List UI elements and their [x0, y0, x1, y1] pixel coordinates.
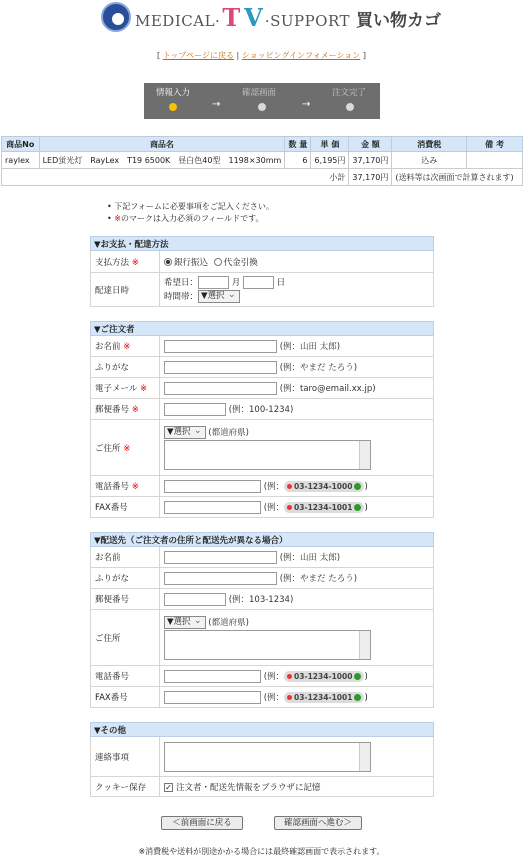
time-select[interactable]: ▼選択 ⌄ — [198, 290, 240, 303]
cookie-checkbox[interactable]: ✓ — [165, 782, 172, 792]
payment-section — [90, 236, 434, 307]
cod-radio[interactable] — [214, 258, 222, 266]
zip-example: (例：100-1234) — [228, 404, 294, 415]
phone-call-icon — [354, 483, 361, 490]
month-input[interactable] — [198, 276, 229, 289]
step-arrow-icon: → — [302, 99, 311, 110]
hope-date-label: 希望日： — [164, 278, 199, 288]
fax-input[interactable] — [164, 501, 261, 514]
phone-call-icon — [354, 694, 361, 701]
step-1-label: 情報入力 — [156, 88, 191, 98]
form-notes — [107, 201, 274, 225]
note-text: のマークは入力必須のフィールドです。 — [120, 214, 264, 223]
logo-tv-v: V — [244, 3, 263, 32]
cell-tax: 込み — [392, 152, 467, 169]
ship-zip-example: (例：103-1234) — [228, 594, 294, 605]
step-3-label: 注文完了 — [332, 88, 367, 98]
logo-text-medical: MEDICAL· — [135, 12, 221, 30]
site-logo — [135, 3, 441, 31]
orderer-section — [90, 321, 434, 518]
link-separator: | — [236, 51, 240, 60]
col-qty: 数 量 — [285, 137, 311, 152]
shipping-section-title: ▼配送先（ご注文者の住所と配送先が異なる場合） — [91, 533, 434, 547]
tel-example-open: (例： — [263, 481, 285, 492]
ship-kana-input[interactable] — [164, 572, 277, 585]
other-section-title: ▼その他 — [91, 723, 434, 737]
subtotal-label: 小計 — [2, 169, 349, 186]
cell-product-name: LED蛍光灯 RayLex T19 6500K 昼白色40型 1198×30mm — [39, 152, 285, 169]
phone-call-icon — [354, 673, 361, 680]
day-unit: 日 — [276, 278, 286, 288]
back-button[interactable]: ＜前画面に戻る — [161, 816, 243, 830]
tel-input[interactable] — [164, 480, 261, 493]
step-arrow-icon: → — [212, 99, 221, 110]
logo-text-support: ·SUPPORT — [264, 12, 351, 30]
kana-label: ふりがな — [91, 357, 160, 378]
cell-unit-price: 6,195円 — [311, 152, 349, 169]
bracket-open: [ — [157, 51, 161, 60]
ship-name-label: お名前 — [91, 547, 160, 568]
phone-flag-icon — [287, 695, 292, 700]
zip-label: 郵便番号 ※ — [91, 399, 160, 420]
cart-table — [1, 136, 523, 186]
bracket-close: ] — [362, 51, 366, 60]
ship-kana-example: (例：やまだ たろう) — [279, 573, 358, 584]
logo-seal-icon — [101, 2, 131, 32]
address-label: ご住所 ※ — [91, 420, 160, 476]
footer-note: ※消費税や送料が別途かかる場合には最終確認画面で表示されます。 — [138, 847, 385, 856]
phone-flag-icon — [287, 674, 292, 679]
ex-close: ) — [364, 671, 368, 682]
ship-name-input[interactable] — [164, 551, 277, 564]
cell-product-no: raylex — [2, 152, 40, 169]
top-page-link[interactable]: トップページに戻る — [162, 51, 234, 60]
email-label: 電子メール ※ — [91, 378, 160, 399]
step-3-dot-icon — [346, 103, 354, 111]
ship-fax-input[interactable] — [164, 691, 261, 704]
email-input[interactable] — [164, 382, 277, 395]
table-row — [2, 152, 523, 169]
fax-example-open: (例： — [263, 502, 285, 513]
zip-input[interactable] — [164, 403, 226, 416]
ship-fax-example-badge: 03-1234-1001 — [284, 692, 364, 703]
kana-example: (例：やまだ たろう) — [279, 362, 358, 373]
ex-close: ) — [364, 502, 368, 513]
ship-name-example: (例：山田 太郎) — [279, 552, 341, 563]
phone-flag-icon — [287, 505, 292, 510]
bank-transfer-radio[interactable] — [164, 258, 172, 266]
ship-tel-input[interactable] — [164, 670, 261, 683]
step-2-dot-icon — [258, 103, 266, 111]
ship-zip-label: 郵便番号 — [91, 589, 160, 610]
ship-address-label: ご住所 — [91, 610, 160, 666]
next-button[interactable]: 確認画面へ進む＞ — [274, 816, 362, 830]
orderer-section-title: ▼ご注文者 — [91, 322, 434, 336]
payment-section-title: ▼お支払・配達方法 — [91, 237, 434, 251]
ship-tel-label: 電話番号 — [91, 666, 160, 687]
cell-note — [467, 152, 523, 169]
ship-fax-label: FAX番号 — [91, 687, 160, 708]
ship-address-textarea[interactable] — [164, 630, 371, 660]
delivery-date-fields — [160, 273, 434, 307]
cell-amount: 37,170円 — [349, 152, 392, 169]
col-product-no: 商品No — [2, 137, 40, 152]
step-2-label: 確認画面 — [242, 88, 277, 98]
ship-tel-example-open: (例： — [263, 671, 285, 682]
subtotal-value: 37,170円 — [349, 169, 392, 186]
col-amount: 金 額 — [349, 137, 392, 152]
fax-example-badge: 03-1234-1001 — [284, 502, 364, 513]
ex-close: ) — [364, 481, 368, 492]
col-product-name: 商品名 — [39, 137, 285, 152]
day-input[interactable] — [243, 276, 274, 289]
other-section — [90, 722, 434, 797]
contact-textarea[interactable] — [164, 742, 371, 772]
name-input[interactable] — [164, 340, 277, 353]
payment-method-options — [160, 251, 434, 273]
ship-kana-label: ふりがな — [91, 568, 160, 589]
kana-input[interactable] — [164, 361, 277, 374]
progress-steps — [144, 83, 380, 119]
tel-label: 電話番号 ※ — [91, 476, 160, 497]
cookie-label: クッキー保存 — [91, 777, 160, 797]
col-unit-price: 単 価 — [311, 137, 349, 152]
ship-fax-example-open: (例： — [263, 692, 285, 703]
step-1-dot-icon — [169, 103, 177, 111]
required-mark: ※ — [114, 214, 121, 223]
page-title: 買い物カゴ — [356, 11, 442, 31]
ex-close: ) — [364, 692, 368, 703]
cell-qty: 6 — [285, 152, 311, 169]
address-textarea[interactable] — [164, 440, 371, 470]
bank-transfer-label: 銀行振込 — [174, 257, 209, 268]
ship-zip-input[interactable] — [164, 593, 226, 606]
cookie-text: 注文者・配送先情報をブラウザに記憶 — [176, 782, 321, 793]
prefecture-select[interactable]: ▼選択 ⌄ — [164, 426, 206, 439]
col-note: 備 考 — [467, 137, 523, 152]
shopping-info-link[interactable]: ショッピングインフォメーション — [241, 51, 361, 60]
ship-tel-example-badge: 03-1234-1000 — [284, 671, 364, 682]
delivery-date-label: 配達日時 — [91, 273, 160, 307]
phone-flag-icon — [287, 484, 292, 489]
note-line: • 下記フォームに必要事項をご記入ください。 — [107, 201, 274, 213]
tel-example-badge: 03-1234-1000 — [284, 481, 364, 492]
col-tax: 消費税 — [392, 137, 467, 152]
logo-tv-t: T — [222, 3, 241, 32]
top-links — [0, 50, 523, 61]
subtotal-row — [2, 169, 523, 186]
time-label: 時間帯： — [164, 292, 199, 302]
contact-label: 連絡事項 — [91, 737, 160, 777]
email-example: (例：taro@email.xx.jp) — [279, 383, 376, 394]
prefecture-note: (都道府県) — [208, 427, 249, 438]
phone-call-icon — [354, 504, 361, 511]
cod-label: 代金引換 — [223, 257, 258, 268]
payment-method-label: 支払方法 ※ — [91, 251, 160, 273]
note-line-required — [107, 213, 274, 225]
name-label: お名前 ※ — [91, 336, 160, 357]
month-unit: 月 — [231, 278, 241, 288]
subtotal-note: (送料等は次画面で計算されます) — [392, 169, 523, 186]
fax-label: FAX番号 — [91, 497, 160, 518]
shipping-section — [90, 532, 434, 708]
ship-prefecture-note: (都道府県) — [208, 617, 249, 628]
cart-header-row — [2, 137, 523, 152]
name-example: (例：山田 太郎) — [279, 341, 341, 352]
ship-prefecture-select[interactable]: ▼選択 ⌄ — [164, 616, 206, 629]
